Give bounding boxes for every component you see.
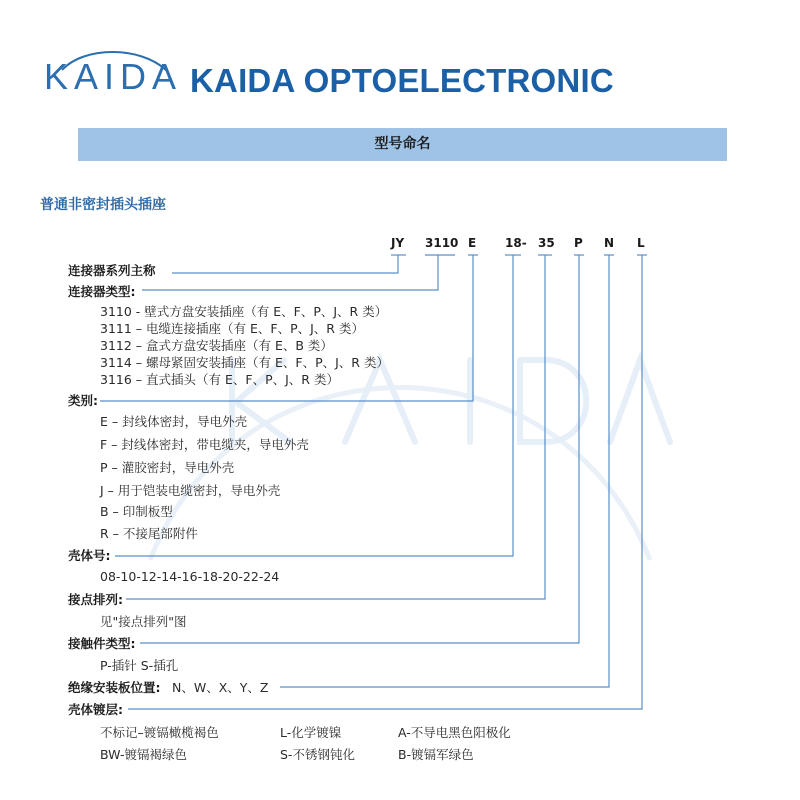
- category-item: J – 用于铠装电缆密封，导电外壳: [100, 483, 281, 498]
- plating-option: 不标记–镀镉橄榄褐色: [100, 725, 219, 740]
- category-item: P – 灌胶密封，导电外壳: [100, 460, 235, 475]
- category-item: B – 印制板型: [100, 504, 173, 519]
- label-plating: 壳体镀层:: [68, 702, 123, 717]
- label-series-name: 连接器系列主称: [68, 263, 156, 278]
- brand-title: KAIDA OPTOELECTRONIC: [190, 62, 614, 99]
- contact-type-value: P-插针 S-插孔: [100, 658, 179, 673]
- plating-option: S-不锈钢钝化: [280, 747, 355, 762]
- code-shell: 18-: [505, 236, 527, 250]
- plating-option: L-化学镀镍: [280, 725, 342, 740]
- plating-option: B-镀镉军绿色: [398, 747, 474, 762]
- code-contact-type: P: [574, 236, 583, 250]
- connector-type-item: 3111 – 电缆连接插座（有 E、F、P、J、R 类）: [100, 321, 364, 336]
- label-connector-type: 连接器类型:: [68, 284, 136, 299]
- category-item: E – 封线体密封，导电外壳: [100, 414, 248, 429]
- label-contact-arrangement: 接点排列:: [68, 592, 123, 607]
- logo-letters: KAIDA: [44, 56, 183, 97]
- label-category: 类别:: [68, 393, 98, 408]
- connector-type-item: 3112 – 盒式方盘安装插座（有 E、B 类）: [100, 338, 333, 353]
- insert-position-value: N、W、X、Y、Z: [172, 680, 269, 695]
- label-insert-position: 绝缘安装板位置:: [68, 680, 161, 695]
- title-band-text: 型号命名: [374, 136, 431, 152]
- category-item: R – 不接尾部附件: [100, 526, 198, 541]
- connector-type-item: 3116 – 直式插头（有 E、F、P、J、R 类）: [100, 372, 339, 387]
- code-type: E: [468, 236, 477, 250]
- plating-option: BW-镀镉褐绿色: [100, 747, 187, 762]
- code-series: 3110: [425, 236, 459, 250]
- plating-option: A-不导电黑色阳极化: [398, 725, 511, 740]
- contact-arrangement-value: 见"接点排列"图: [100, 614, 187, 629]
- connector-type-item: 3114 – 螺母紧固安装插座（有 E、F、P、J、R 类）: [100, 355, 389, 370]
- section-title: 普通非密封插头插座: [40, 197, 166, 213]
- label-shell-size: 壳体号:: [68, 548, 111, 563]
- code-insert: N: [604, 236, 615, 250]
- connector-type-item: 3110 - 壁式方盘安装插座（有 E、F、P、J、R 类）: [100, 304, 388, 319]
- code-jy: JY: [391, 236, 405, 250]
- code-contacts: 35: [538, 236, 555, 250]
- category-item: F – 封线体密封，带电缆夹，导电外壳: [100, 437, 309, 452]
- code-plating: L: [637, 236, 645, 250]
- shell-size-value: 08-10-12-14-16-18-20-22-24: [100, 569, 280, 584]
- label-contact-type: 接触件类型:: [68, 636, 136, 651]
